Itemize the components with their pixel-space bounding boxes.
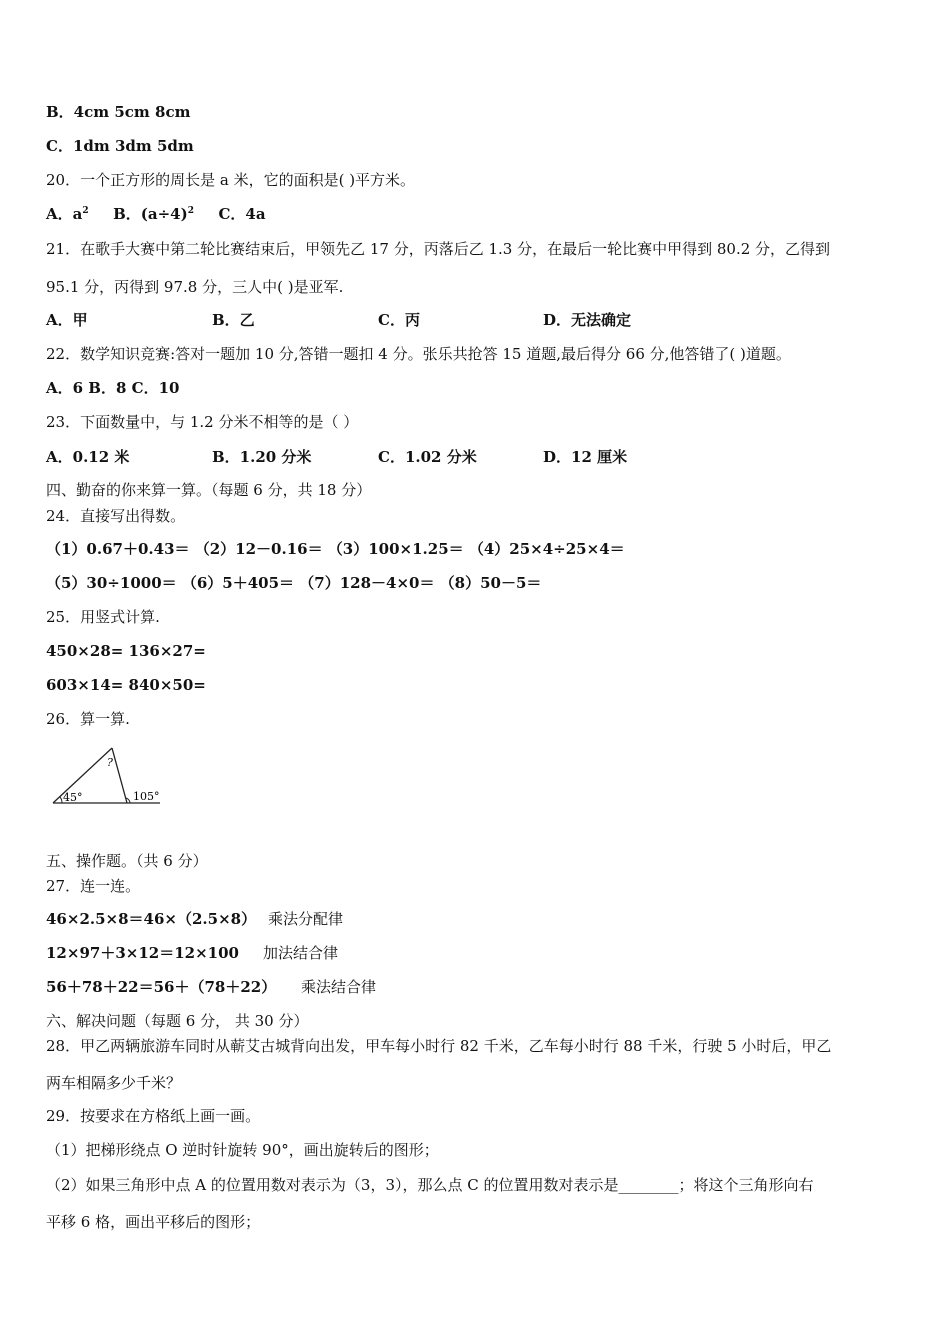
q21-option: B．乙 [212, 311, 255, 329]
triangle-left-side [53, 748, 112, 803]
q20-stem: 20．一个正方形的周长是 a 米，它的面积是( )平方米。 [46, 171, 416, 189]
q27-right-item: 乘法结合律 [301, 978, 377, 996]
q29-part1: （1）把梯形绕点 O 逆时针旋转 90°，画出旋转后的图形； [46, 1141, 439, 1159]
q20-option-b: B．$(a\div 4)^2$ [113, 205, 194, 223]
q23-option: A．0.12 米 [46, 448, 130, 466]
angle-105-label: 105° [133, 790, 160, 803]
q27-stem: 27．连一连。 [46, 877, 141, 895]
q21-stem-line2: 95.1 分，丙得到 97.8 分，三人中( )是亚军. [46, 278, 344, 296]
q21-option: A．甲 [46, 311, 88, 329]
q21-option: D．无法确定 [543, 311, 632, 329]
q29-part2-line1: （2）如果三角形中点 A 的位置用数对表示为（3，3），那么点 C 的位置用数对表示是________；将这个三角形向右 [46, 1176, 814, 1194]
q24-row2: （5）30÷1000＝ （6）5＋405＝ （7）128－4×0＝ （8）50－5＝ [46, 574, 542, 592]
q21-option: C．丙 [378, 311, 420, 329]
q25-row1: 450×28= 136×27= [46, 642, 206, 660]
q27-left-item: 46×2.5×8＝46×（2.5×8） [46, 910, 257, 928]
q19-option-c: C．1dm 3dm 5dm [46, 137, 194, 155]
section-4-title: 四、勤奋的你来算一算。（每题 6 分，共 18 分） [46, 481, 372, 499]
q29-stem: 29．按要求在方格纸上画一画。 [46, 1107, 261, 1125]
q24-row1: （1）0.67＋0.43＝ （2）12－0.16＝ （3）100×1.25＝ （4）25×4÷25×4＝ [46, 540, 625, 558]
q29-part2-line2: 平移 6 格，画出平移后的图形； [46, 1213, 261, 1231]
q24-stem: 24．直接写出得数。 [46, 507, 186, 525]
q21-stem-line1: 21．在歌手大赛中第二轮比赛结束后，甲领先乙 17 分，丙落后乙 1.3 分，在最后一轮比赛中甲得到 80.2 分，乙得到 [46, 240, 831, 258]
angle-45-arc [60, 797, 62, 803]
q23-option: B．1.20 分米 [212, 448, 312, 466]
q19-option-b: B．4cm 5cm 8cm [46, 103, 191, 121]
q25-row2: 603×14= 840×50= [46, 676, 206, 694]
q20-option-c: C．4a [218, 205, 266, 223]
q26-stem: 26．算一算. [46, 710, 130, 728]
q28-line2: 两车相隔多少千米？ [46, 1074, 182, 1092]
q22-options: A．6 B．8 C．10 [46, 379, 180, 397]
angle-45-label: 45° [63, 791, 83, 804]
q22-stem: 22．数学知识竞赛:答对一题加 10 分,答错一题扣 4 分。张乐共抢答 15 道题,最后得分 66 分,他答错了( )道题。 [46, 345, 791, 363]
q23-stem: 23．下面数量中，与 1.2 分米不相等的是（ ） [46, 413, 359, 431]
section-5-title: 五、操作题。（共 6 分） [46, 852, 208, 870]
section-6-title: 六、解决问题（每题 6 分， 共 30 分） [46, 1012, 309, 1030]
q20-options [46, 204, 266, 224]
q27-left-item: 56＋78＋22＝56＋（78＋22） [46, 978, 277, 996]
angle-unknown-label: ? [107, 756, 113, 769]
q28-line1: 28．甲乙两辆旅游车同时从蕲艾古城背向出发，甲车每小时行 82 千米，乙车每小时行 88 千米，行驶 5 小时后，甲乙 [46, 1037, 832, 1055]
q27-right-item: 加法结合律 [263, 944, 339, 962]
triangle-right-side [112, 748, 127, 803]
q25-stem: 25．用竖式计算. [46, 608, 160, 626]
triangle-figure [50, 740, 170, 810]
q27-left-item: 12×97＋3×12＝12×100 [46, 944, 239, 962]
q20-option-a: A．$a^2$ [46, 205, 89, 223]
q23-option: C．1.02 分米 [378, 448, 477, 466]
q23-option: D．12 厘米 [543, 448, 628, 466]
q27-right-item: 乘法分配律 [268, 910, 344, 928]
